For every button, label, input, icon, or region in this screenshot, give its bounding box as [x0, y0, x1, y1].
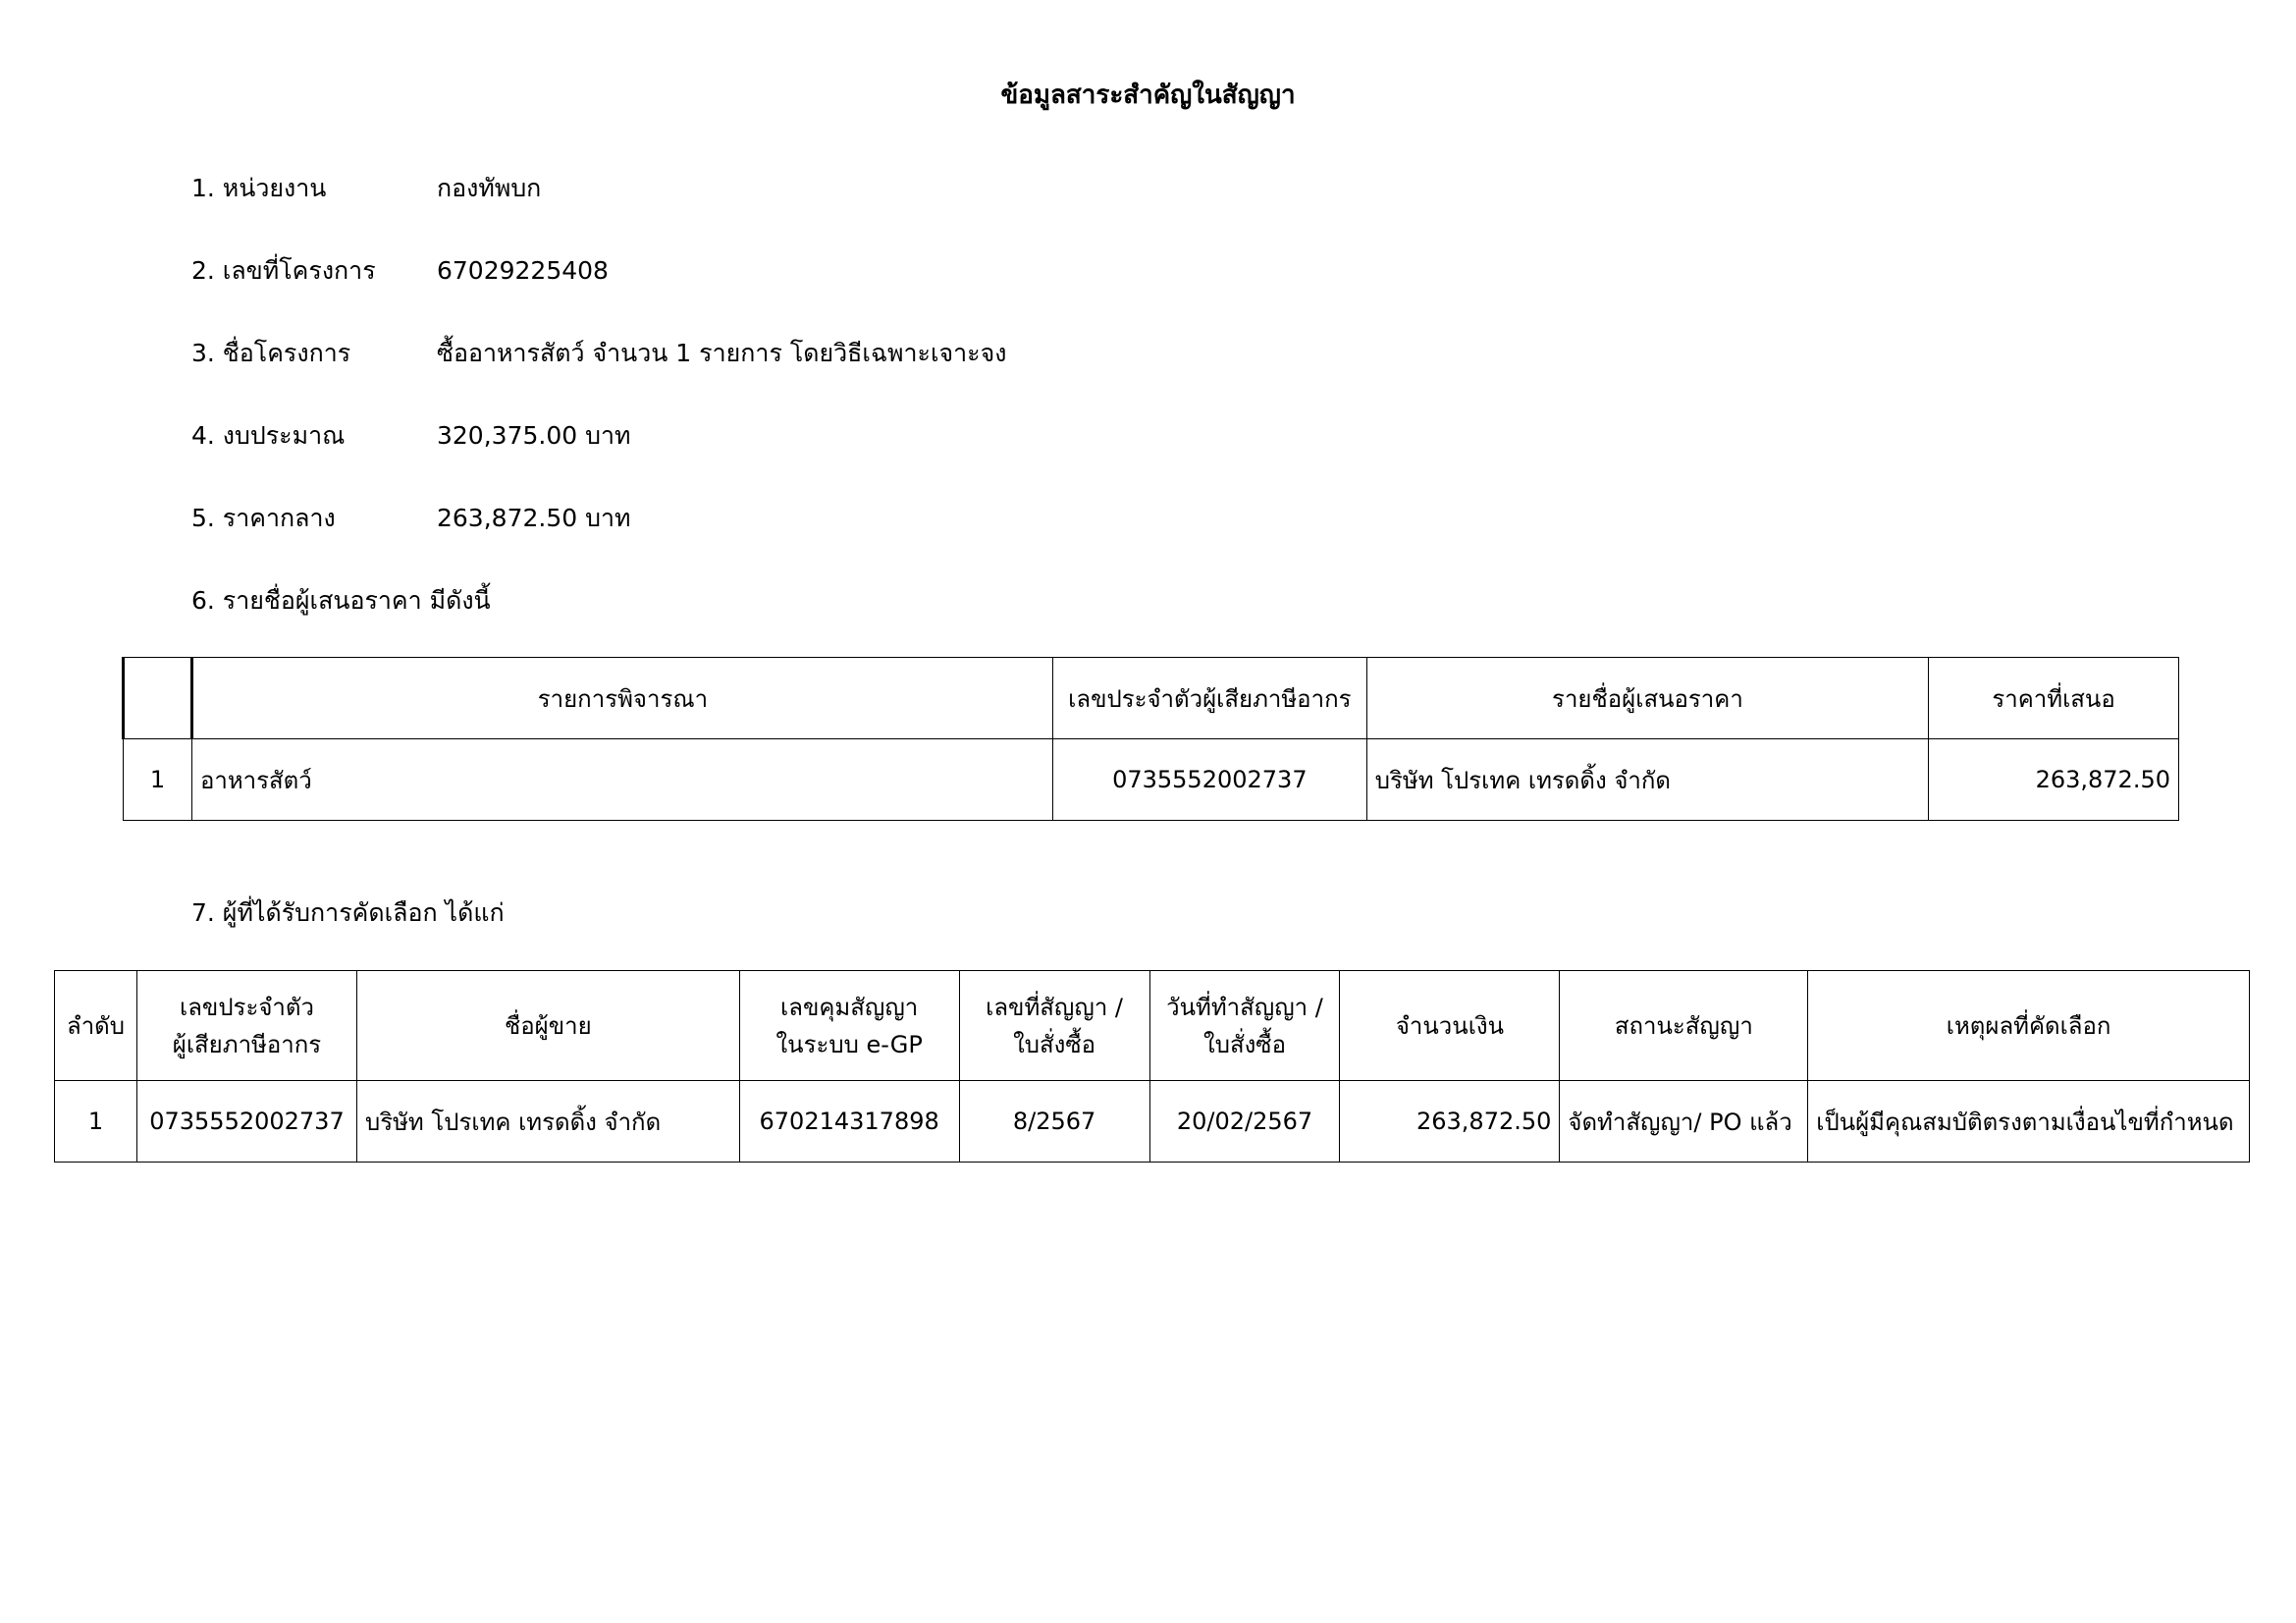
row-number: 1	[55, 1081, 137, 1163]
header-cell	[124, 658, 192, 739]
header-line: ผู้เสียภาษีอากร	[172, 1030, 322, 1058]
header-cell-egp	[739, 971, 959, 1081]
info-value: 320,375.00 บาท	[437, 421, 631, 450]
bidders-table	[122, 657, 2179, 821]
tax-id-cell: 0735552002737	[136, 1081, 356, 1163]
seller-cell: บริษัท โปรเทค เทรดดิ้ง จำกัด	[356, 1081, 739, 1163]
header-line: ใบสั่งซื้อ	[1013, 1030, 1096, 1058]
table-header-row	[124, 658, 2179, 739]
price-cell: 263,872.50	[1929, 739, 2179, 821]
tax-id-cell: 0735552002737	[1052, 739, 1366, 821]
reason-cell: เป็นผู้มีคุณสมบัติตรงตามเงื่อนไขที่กำหนด	[1808, 1081, 2250, 1163]
document-title: ข้อมูลสาระสำคัญในสัญญา	[1000, 81, 1296, 110]
header-cell-contract-no	[959, 971, 1149, 1081]
header-cell-contract-date	[1149, 971, 1340, 1081]
contract-date-cell: 20/02/2567	[1149, 1081, 1340, 1163]
status-cell: จัดทำสัญญา/ PO แล้ว	[1560, 1081, 1808, 1163]
info-label: 5. ราคากลาง	[191, 504, 336, 532]
header-line: เลขคุมสัญญา	[780, 993, 919, 1021]
header-cell: ลำดับ	[55, 971, 137, 1081]
info-value: 263,872.50 บาท	[437, 504, 631, 532]
table-header-row	[55, 971, 2250, 1081]
header-cell: รายการพิจารณา	[191, 658, 1052, 739]
header-cell: สถานะสัญญา	[1560, 971, 1808, 1081]
info-value: 67029225408	[437, 256, 609, 285]
header-line: เลขประจำตัว	[180, 993, 314, 1021]
amount-cell: 263,872.50	[1340, 1081, 1560, 1163]
contract-no-cell: 8/2567	[959, 1081, 1149, 1163]
header-line: วันที่ทำสัญญา /	[1166, 993, 1323, 1021]
item-cell: อาหารสัตว์	[191, 739, 1052, 821]
table-row	[124, 739, 2179, 821]
table-row	[55, 1081, 2250, 1163]
info-label: 3. ชื่อโครงการ	[191, 339, 351, 367]
section-7-heading: 7. ผู้ที่ได้รับการคัดเลือก ได้แก่	[191, 898, 505, 927]
header-cell: เหตุผลที่คัดเลือก	[1808, 971, 2250, 1081]
info-value: ซื้ออาหารสัตว์ จำนวน 1 รายการ โดยวิธีเฉพาะเจาะจง	[437, 339, 1007, 367]
row-number: 1	[124, 739, 192, 821]
section-6-heading: 6. รายชื่อผู้เสนอราคา มีดังนี้	[191, 586, 491, 615]
header-cell: เลขประจำตัวผู้เสียภาษีอากร	[1052, 658, 1366, 739]
header-line: เลขที่สัญญา /	[986, 993, 1124, 1021]
header-line: ใบสั่งซื้อ	[1202, 1030, 1287, 1058]
info-label: 2. เลขที่โครงการ	[191, 256, 376, 285]
header-cell: ชื่อผู้ขาย	[356, 971, 739, 1081]
header-cell: จำนวนเงิน	[1340, 971, 1560, 1081]
info-value: กองทัพบก	[437, 174, 542, 202]
header-cell: ราคาที่เสนอ	[1929, 658, 2179, 739]
egp-cell: 670214317898	[739, 1081, 959, 1163]
header-cell-tax-id	[136, 971, 356, 1081]
info-label: 1. หน่วยงาน	[191, 174, 327, 202]
info-label: 4. งบประมาณ	[191, 421, 346, 450]
bidder-cell: บริษัท โปรเทค เทรดดิ้ง จำกัด	[1366, 739, 1928, 821]
winners-table	[54, 970, 2250, 1163]
header-line: ในระบบ e-GP	[775, 1030, 923, 1058]
header-cell: รายชื่อผู้เสนอราคา	[1366, 658, 1928, 739]
